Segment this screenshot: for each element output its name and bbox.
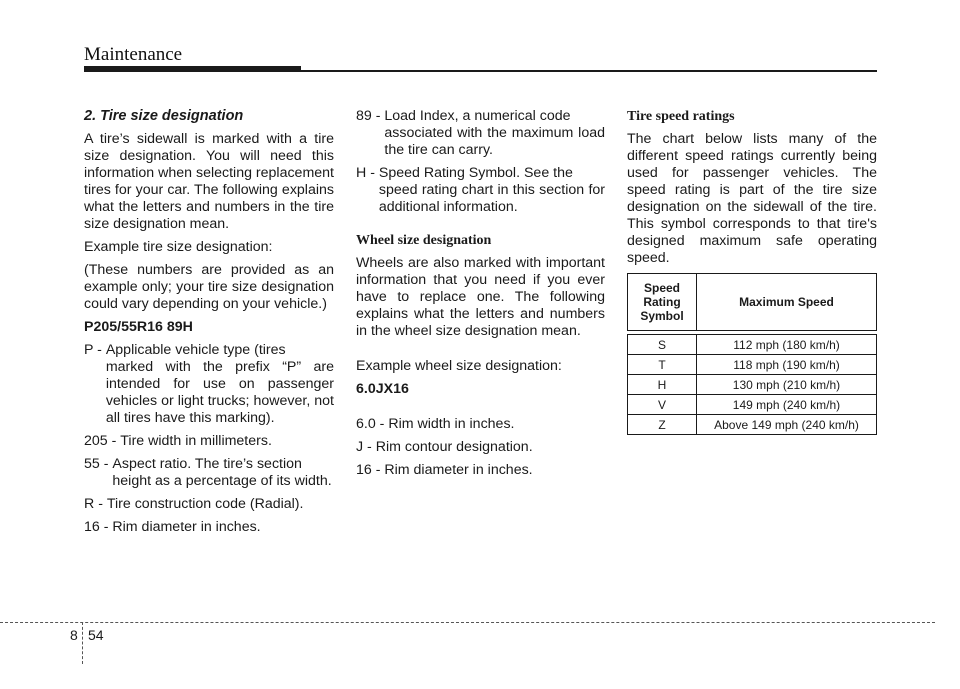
header-line: Speed (643, 281, 680, 295)
column-wheel-size (356, 108, 605, 485)
column-speed-ratings (627, 108, 877, 273)
column-tire-size (84, 108, 334, 542)
page-number: 54 (88, 627, 104, 643)
definition-text: Applicable vehicle type (tires (105, 342, 286, 358)
chapter-number: 8 (70, 627, 78, 643)
footer-rule (0, 622, 935, 623)
definition-text: Tire construction code (Radial). (106, 496, 304, 512)
section-title: 2. Tire size designation (84, 108, 244, 124)
header-speed-rating-symbol (628, 274, 697, 331)
header-line: Rating (643, 295, 681, 309)
footer-divider (82, 622, 83, 664)
definition-item (84, 456, 334, 490)
definition-key: 205 - (84, 433, 121, 449)
definition-item (356, 165, 605, 216)
definition-key: 89 - (356, 108, 385, 124)
speed-ratings-intro: The chart below lists many of the different speed ratings currently being used for passenger vehicles. The speed rating is part of the tire size designation on the sidewall of the tire. This symbol corresponds to that tire's designed maximum safe operating speed. (627, 131, 877, 266)
speed-ratings-heading: Tire speed ratings (627, 109, 735, 124)
definition-text-cont: marked with the prefix “P” are intended for use on passenger vehicles or light trucks; however, not all tires have this marking). (105, 359, 334, 426)
wheel-definition: 6.0 - Rim width in inches. (356, 416, 515, 432)
definition-key: 55 - (84, 456, 113, 472)
wheel-intro-paragraph: Wheels are also marked with important information that you need if you ever have to replace one. The following explains what the letters and numbers in the wheel size designation mean. (356, 255, 605, 339)
cell-symbol: H (628, 375, 697, 395)
cell-speed: 149 mph (240 km/h) (697, 395, 877, 415)
cell-speed: Above 149 mph (240 km/h) (697, 415, 877, 435)
table-row (628, 375, 877, 395)
cell-speed: 130 mph (210 km/h) (697, 375, 877, 395)
definition-text: Load Index, a numerical code (384, 108, 571, 124)
definition-key: 16 - (84, 519, 113, 535)
speed-rating-table (627, 273, 877, 435)
wheel-size-heading: Wheel size designation (356, 233, 492, 248)
definition-text: Aspect ratio. The tire’s section (112, 456, 302, 472)
header-maximum-speed: Maximum Speed (697, 274, 877, 331)
definition-text: Speed Rating Symbol. See the (378, 165, 573, 181)
wheel-definition: 16 - Rim diameter in inches. (356, 462, 533, 478)
header-rule-thin (301, 70, 877, 72)
header-line: Symbol (640, 309, 684, 323)
wheel-example-label: Example wheel size designation: (356, 358, 562, 374)
table-row (628, 415, 877, 435)
cell-symbol: Z (628, 415, 697, 435)
definition-item (84, 519, 334, 536)
definition-key: P - (84, 342, 106, 358)
definition-item (84, 433, 334, 450)
example-code: P205/55R16 89H (84, 319, 193, 335)
definition-text-cont: associated with the maximum load the tire can carry. (384, 125, 605, 158)
definition-item (84, 496, 334, 513)
definition-text-cont: height as a percentage of its width. (112, 473, 332, 489)
cell-symbol: V (628, 395, 697, 415)
table-row (628, 395, 877, 415)
definition-text: Rim diameter in inches. (112, 519, 261, 535)
example-note: (These numbers are provided as an example only; your tire size designation could vary depending on your vehicle.) (84, 262, 334, 312)
cell-symbol: T (628, 355, 697, 375)
cell-speed: 112 mph (180 km/h) (697, 335, 877, 355)
definition-key: R - (84, 496, 107, 512)
header-rule-thick (84, 66, 301, 72)
cell-speed: 118 mph (190 km/h) (697, 355, 877, 375)
page-header-title: Maintenance (84, 44, 183, 65)
intro-paragraph: A tire’s sidewall is marked with a tire size designation. You will need this information when selecting replacement tires for your car. The following explains what the letters and numbers in the tire size designation mean. (84, 131, 334, 232)
definition-item (84, 342, 334, 427)
definition-item (356, 108, 605, 159)
definition-key: H - (356, 165, 379, 181)
table-row (628, 355, 877, 375)
example-label: Example tire size designation: (84, 239, 273, 255)
table-row (628, 335, 877, 355)
definition-text-cont: speed rating chart in this section for additional information. (378, 182, 605, 215)
definition-text: Tire width in millimeters. (120, 433, 272, 449)
cell-symbol: S (628, 335, 697, 355)
table-header-row (628, 274, 877, 331)
wheel-definition: J - Rim contour designation. (356, 439, 533, 455)
wheel-example-code: 6.0JX16 (356, 381, 409, 397)
